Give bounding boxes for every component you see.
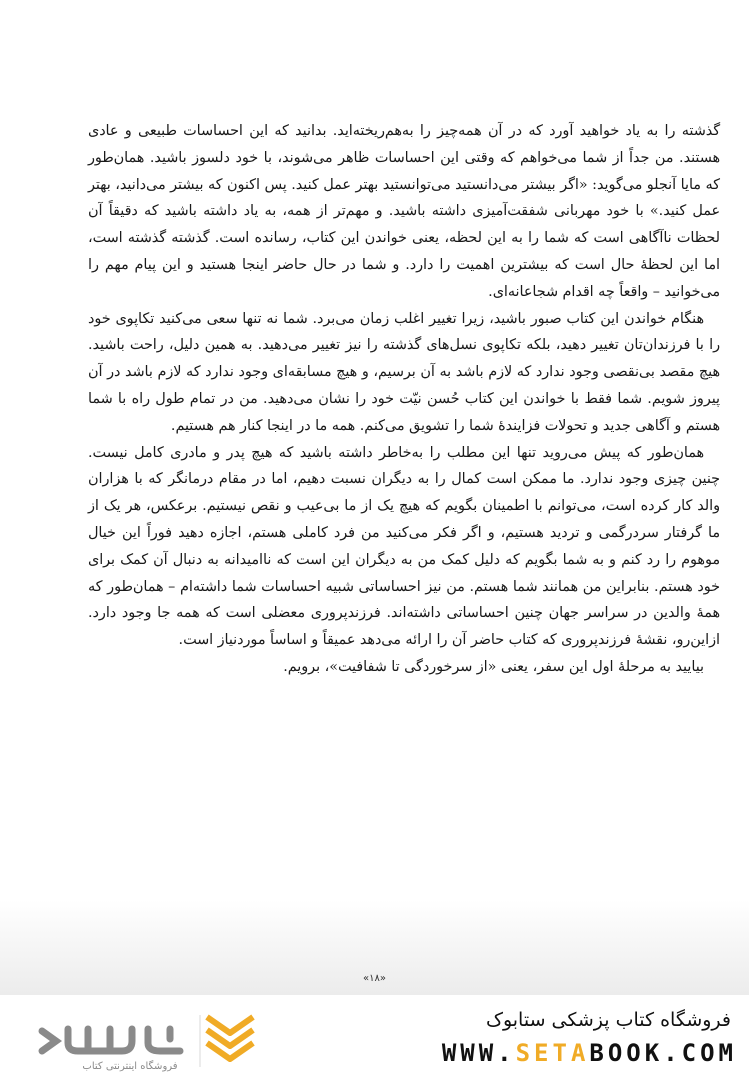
page-body — [88, 118, 720, 681]
url-suffix: BOOK.COM — [589, 1039, 737, 1067]
page-number: «۱۸» — [363, 973, 386, 984]
svg-text:فروشگاه اینترنتی کتاب: فروشگاه اینترنتی کتاب — [82, 1061, 178, 1072]
url-prefix: WWW. — [441, 1039, 516, 1067]
logo-wordmark-icon — [42, 1029, 180, 1051]
logo-chevron-icon — [207, 1017, 253, 1059]
watermark-footer — [0, 995, 749, 1079]
paragraph-3: همان‌طور که پیش می‌روید تنها این مطلب را به‌خاطر داشته باشید که هیچ پدر و مادری کامل نیست. چنین چیزی وجود ندارد. ما ممکن است کمال را به دیگران نسبت دهیم، اما در مقام درمانگر که با هزاران والد کار کرده است، می‌توانم با اطمینان بگویم که هیچ یک از ما بی‌عیب و نقص نیستیم. برعکس، هر یک از ما گرفتار سردرگمی و تردید هستیم، و اگر فکر می‌کنید من فرد کاملی هستم، اجازه دهید فوراً این خیال موهوم را رد کنم و به شما بگویم که دلیل کمک من به دیگران این است که ناامیدانه به دنبال آن کمک برای خود هستم. بنابراین من همانند شما هستم. من نیز احساساتی شبیه احساسات شما داشته‌ام – همان‌طور که همهٔ والدین در سراسر جهان چنین احساساتی داشته‌اند. فرزندپروری معضلی است که همه جا وجود دارد. ازاین‌رو، نقشهٔ فرزندپروری که کتاب حاضر آن را ارائه می‌دهد عمیقاً و اساساً موردنیاز است. — [88, 444, 720, 649]
store-name: فروشگاه کتاب پزشکی ستابوک — [485, 1009, 731, 1031]
paragraph-4: بیایید به مرحلهٔ اول این سفر، یعنی «از سرخوردگی تا شفافیت»، برویم. — [283, 658, 704, 675]
url-accent: SETA — [515, 1039, 590, 1067]
setabook-logo — [30, 1009, 260, 1073]
paragraph-2: هنگام خواندن این کتاب صبور باشید، زیرا تغییر اغلب زمان می‌برد. شما نه تنها سعی می‌کنید تکاپوی خود را با فرزندان‌تان تغییر دهید، بلکه تکاپوی نسل‌های گذشته را نیز تغییر می‌دهید. به همین دلیل، راحت باشید. هیچ مقصد بی‌نقصی وجود ندارد که لازم باشد به آن برسیم، و هیچ مسابقه‌ای وجود ندارد که لازم باشد در آن پیروز شویم. شما فقط با خواندن این کتاب حُسن نیّت خود را نشان می‌دهید. من در تمام طول راه با شما هستم و آگاهی جدید و تحولات فزایندهٔ شما را تشویق می‌کنم. همه ما در اینجا کنار هم هستیم. — [88, 310, 720, 434]
store-url — [442, 1039, 737, 1067]
paragraph-1: گذشته را به یاد خواهید آورد که در آن همه‌چیز را به‌هم‌ریخته‌اید. بدانید که این احساسات طبیعی و عادی هستند. من جداً از شما می‌خواهم که وقتی این احساسات ظاهر می‌شوند، با خود دلسوز باشید. همان‌طور که مایا آنجلو می‌گوید: «اگر بیشتر می‌دانستید می‌توانستید بهتر عمل کنید. پس اکنون که بیشتر می‌دانید، بهتر عمل کنید.» با خود مهربانی شفقت‌آمیزی داشته باشید. و مهم‌تر از همه، به یاد داشته باشید که دقیقاً آن لحظات ناآگاهی است که شما را به این لحظه، یعنی خواندن این کتاب، رسانده است. گذشته گذشته است، اما این لحظهٔ حال است که بیشترین اهمیت را دارد. و شما در حال حاضر اینجا هستید و این پیام مهم را می‌خوانید – واقعاً چه اقدام شجاعانه‌ای. — [87, 123, 720, 300]
